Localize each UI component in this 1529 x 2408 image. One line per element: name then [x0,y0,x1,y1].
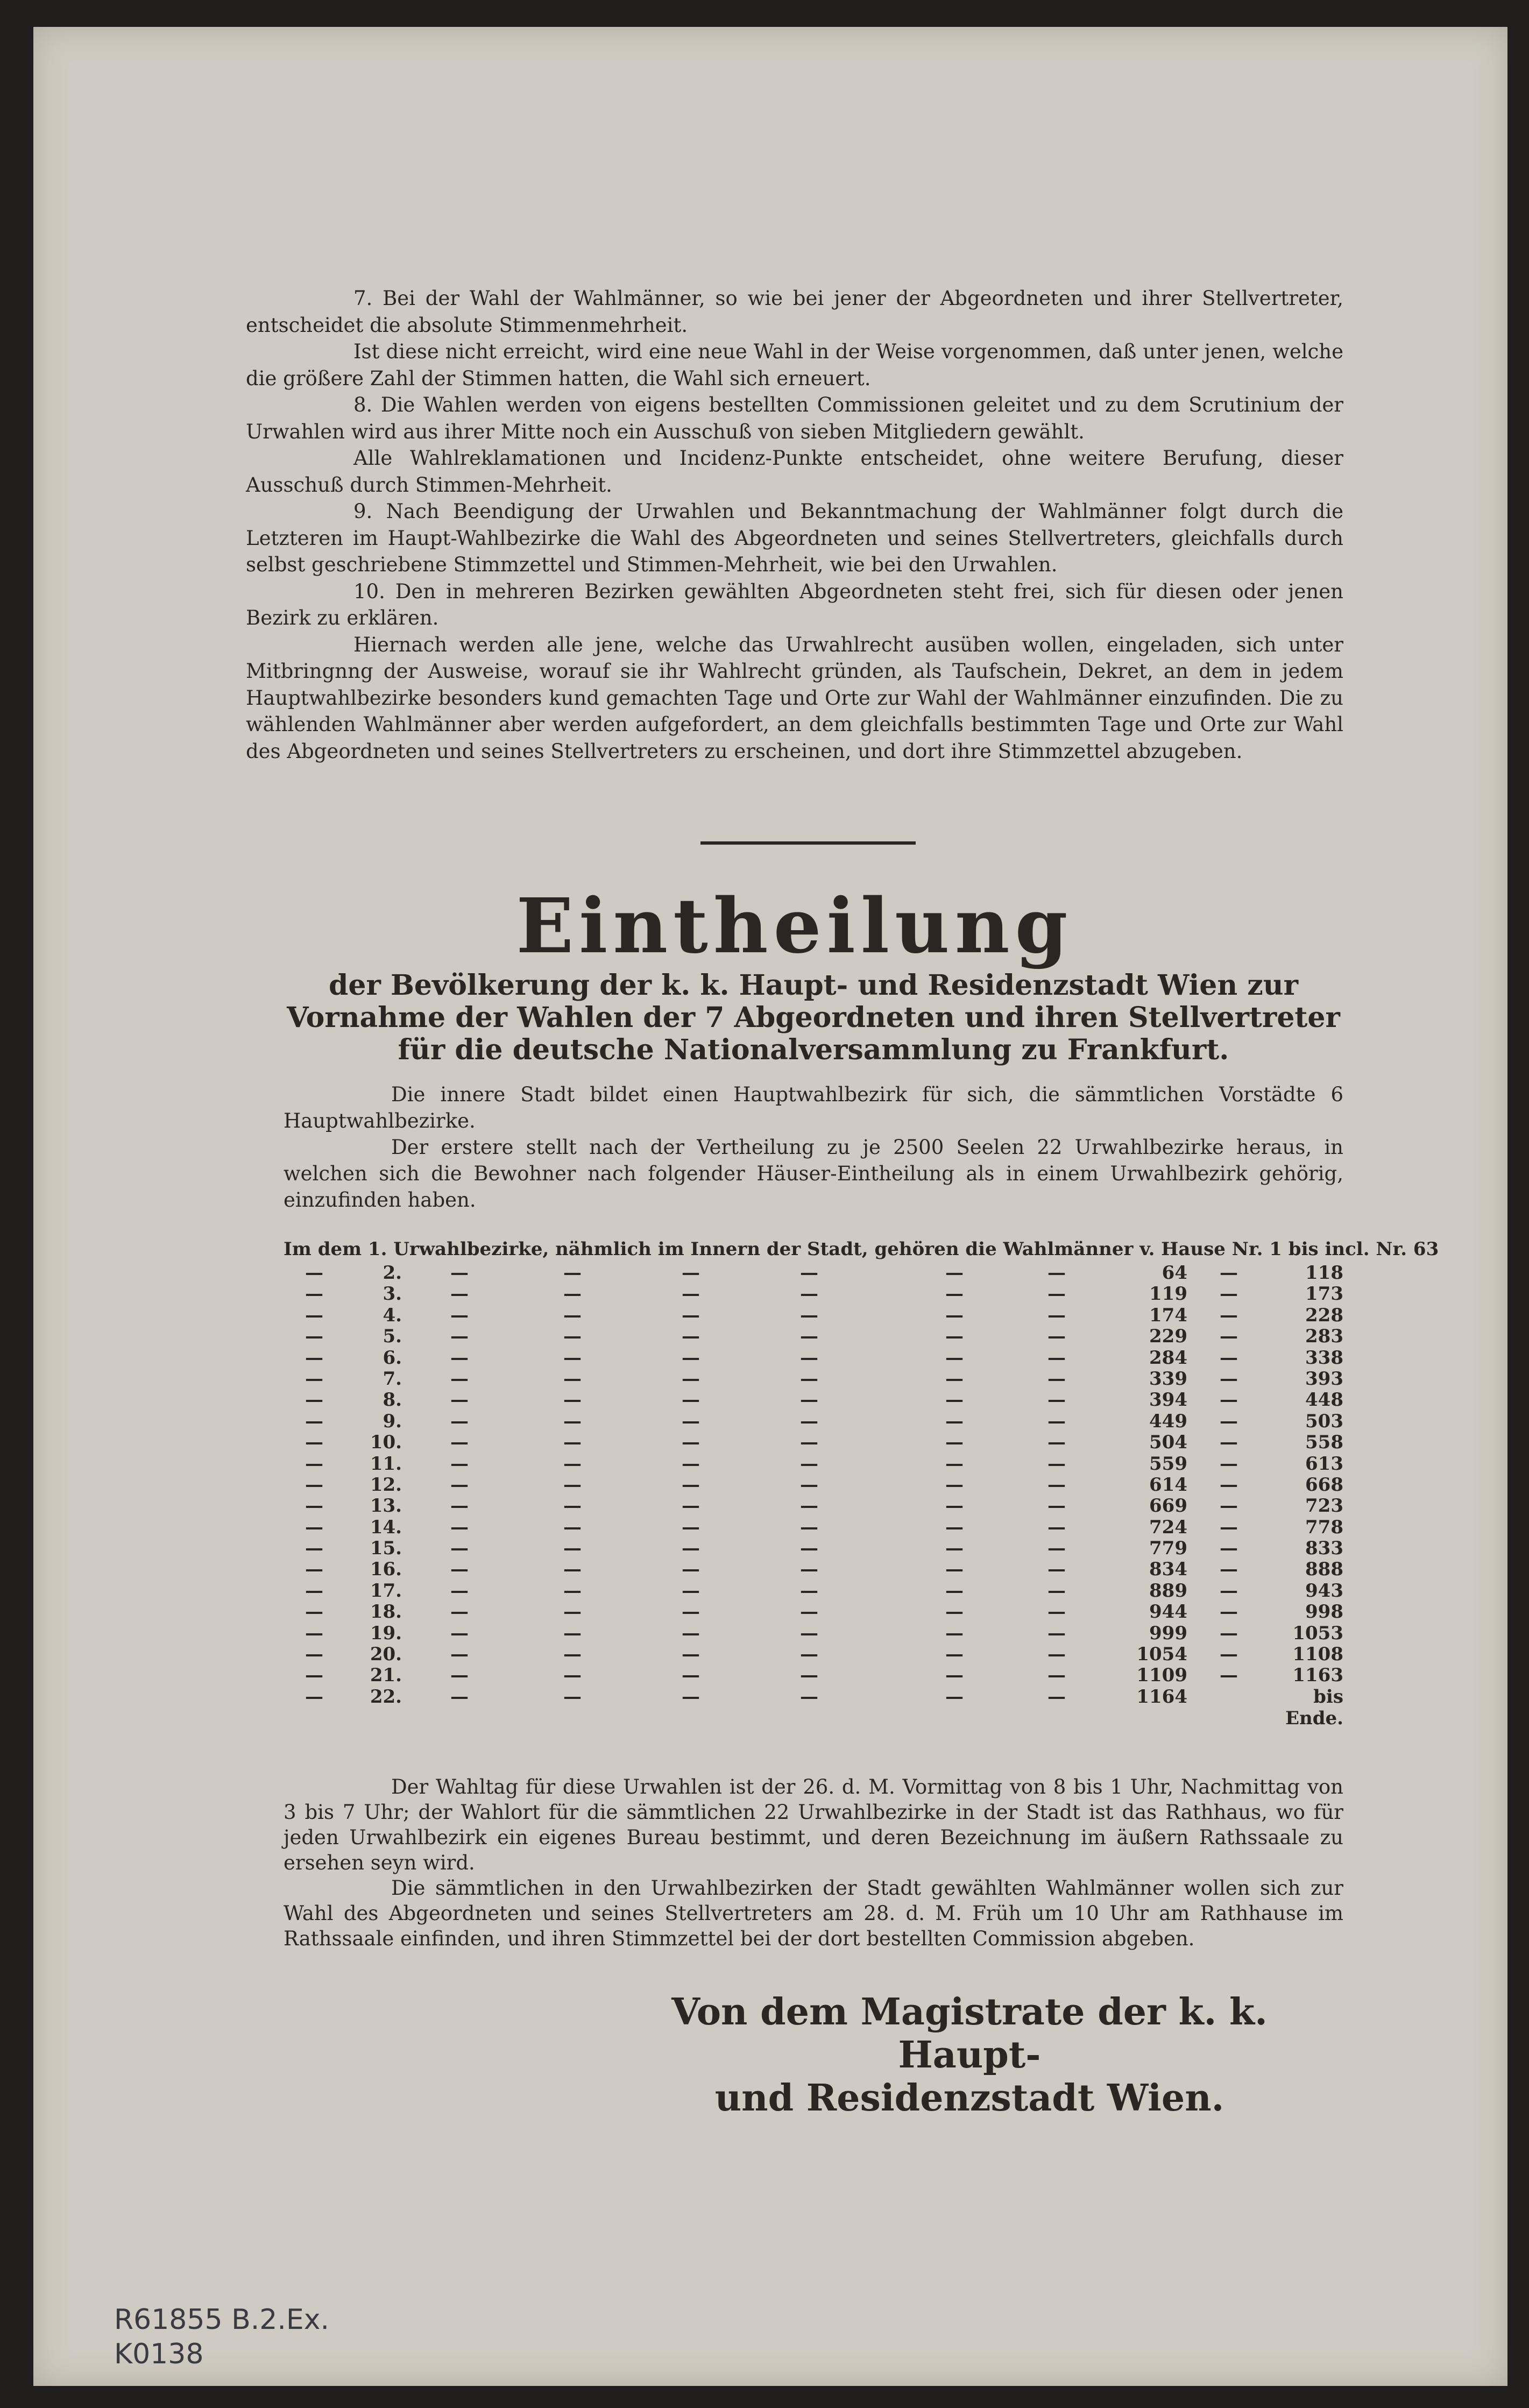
house-from: 284 [1149,1347,1187,1369]
dash-cell: — [682,1453,700,1475]
house-from: 119 [1149,1283,1187,1305]
dash-cell: — [305,1453,323,1475]
dash-cell: — [1220,1601,1238,1623]
dash-cell: — [682,1410,700,1432]
divider-rule [700,841,916,845]
house-to: 1163 [1292,1665,1343,1687]
dash-cell: — [305,1304,323,1326]
dash-cell: — [800,1304,818,1326]
house-to: 943 [1305,1580,1343,1602]
dash-cell: — [563,1389,582,1411]
dash-cell: — [305,1474,323,1496]
dash-cell: — [945,1644,964,1666]
dash-cell: — [800,1474,818,1496]
dash-cell: — [800,1559,818,1581]
dash-cell: — [450,1262,469,1284]
district-number: 9. [383,1410,402,1432]
table-row [284,1580,1343,1601]
dash-cell: — [563,1474,582,1496]
dash-cell: — [1220,1432,1238,1454]
house-from: 229 [1149,1326,1187,1348]
dash-cell: — [800,1389,818,1411]
dash-cell: — [305,1601,323,1623]
dash-cell: — [682,1644,700,1666]
district-number: 14. [370,1516,402,1538]
dash-cell: — [1220,1410,1238,1432]
dash-cell: — [1047,1495,1066,1517]
dash-cell: — [305,1665,323,1687]
dash-cell: — [945,1432,964,1454]
dash-cell: — [305,1368,323,1390]
district-number: 2. [383,1262,402,1284]
table-row [284,1644,1343,1665]
dash-cell: — [1220,1326,1238,1348]
dash-cell: — [1047,1580,1066,1602]
signature-line: Von dem Magistrate der k. k. Haupt- [671,1991,1268,2077]
dash-cell: — [563,1410,582,1432]
house-from: 614 [1149,1474,1187,1496]
house-from: 174 [1149,1304,1187,1326]
paragraph: Die sämmtlichen in den Urwahlbezirken der Stadt gewählten Wahlmänner wollen sich zur Wahl des Abgeordneten und seines Stellvertreters am 28. d. M. Früh um 10 Uhr am Rathhause im Rathssaale einfinden, und ihren Stimmzettel bei der dort bestellten Commission abgeben. [284,1876,1343,1950]
dash-cell: — [945,1516,964,1538]
table-row [284,1389,1343,1410]
handwritten-line: K0138 [114,2338,204,2370]
district-number: 10. [370,1432,402,1454]
table-row [284,1347,1343,1368]
house-from: 1164 [1136,1685,1187,1708]
dash-cell: — [450,1368,469,1390]
dash-cell: — [1047,1432,1066,1454]
dash-cell: — [800,1283,818,1305]
dash-cell: — [800,1644,818,1666]
dash-cell: — [945,1410,964,1432]
dash-cell: — [1047,1283,1066,1305]
dash-cell: — [682,1495,700,1517]
dash-cell: — [1220,1389,1238,1411]
house-to: 723 [1305,1495,1343,1517]
house-to: 173 [1305,1283,1343,1305]
dash-cell: — [563,1516,582,1538]
dash-cell: — [305,1516,323,1538]
paragraph: Ist diese nicht erreicht, wird eine neue Wahl in der Weise vorgenommen, daß unter jenen, welche die größere Zahl der Stimmen hatten, die Wahl sich erneuert. [246,340,1343,390]
dash-cell: — [1047,1262,1066,1284]
table-row [284,1262,1343,1283]
dash-cell: — [450,1665,469,1687]
dash-cell: — [563,1432,582,1454]
dash-cell: — [1047,1685,1066,1708]
table-row [284,1601,1343,1622]
dash-cell: — [450,1432,469,1454]
dash-cell: — [682,1326,700,1348]
dash-cell: — [1047,1644,1066,1666]
dash-cell: — [945,1474,964,1496]
dash-cell: — [682,1622,700,1644]
house-to: 558 [1305,1432,1343,1454]
dash-cell: — [1047,1326,1066,1348]
dash-cell: — [800,1262,818,1284]
district-number: 4. [383,1304,402,1326]
paragraph: Der erstere stellt nach der Vertheilung zu je 2500 Seelen 22 Urwahlbezirke heraus, in welchen sich die Bewohner nach folgender Häuser-Eintheilung als in einem Urwahlbezirk gehörig, einzufinden haben. [284,1136,1343,1212]
dash-cell: — [1047,1304,1066,1326]
dash-cell: — [1047,1453,1066,1475]
dash-cell: — [1220,1304,1238,1326]
district-number: 17. [370,1580,402,1602]
document-sheet [33,27,1507,2386]
table-row [284,1517,1343,1538]
dash-cell: — [1220,1559,1238,1581]
dash-cell: — [450,1495,469,1517]
dash-cell: — [682,1262,700,1284]
table-row [284,1495,1343,1516]
dash-cell: — [450,1326,469,1348]
dash-cell: — [945,1453,964,1475]
dash-cell: — [1047,1474,1066,1496]
dash-cell: — [945,1685,964,1708]
house-from: 394 [1149,1389,1187,1411]
table-row [284,1623,1343,1644]
dash-cell: — [800,1326,818,1348]
dash-cell: — [800,1453,818,1475]
dash-cell: — [305,1580,323,1602]
house-from: 559 [1149,1453,1187,1475]
body-text-top [246,285,1343,764]
handwritten-line: R61855 B.2.Ex. [114,2304,330,2336]
dash-cell: — [945,1495,964,1517]
table-row [284,1283,1343,1304]
dash-cell: — [450,1410,469,1432]
district-number: 8. [383,1389,402,1411]
dash-cell: — [1220,1368,1238,1390]
district-number: 12. [370,1474,402,1496]
dash-cell: — [305,1622,323,1644]
dash-cell: — [945,1622,964,1644]
district-number: 21. [370,1665,402,1687]
dash-cell: — [682,1516,700,1538]
house-to: 998 [1305,1601,1343,1623]
dash-cell: — [563,1559,582,1581]
dash-cell: — [945,1347,964,1369]
table-row [284,1326,1343,1347]
dash-cell: — [800,1622,818,1644]
dash-cell: — [450,1347,469,1369]
dash-cell: — [563,1304,582,1326]
house-to: 833 [1305,1538,1343,1560]
dash-cell: — [1220,1580,1238,1602]
dash-cell: — [1220,1262,1238,1284]
dash-cell: — [305,1262,323,1284]
district-table [284,1262,1343,1729]
signature [598,1991,1341,2120]
house-from: 504 [1149,1432,1187,1454]
dash-cell: — [450,1685,469,1708]
dash-cell: — [1220,1622,1238,1644]
house-from: 889 [1149,1580,1187,1602]
house-to: 503 [1305,1410,1343,1432]
dash-cell: — [563,1453,582,1475]
paragraph: Der Wahltag für diese Urwahlen ist der 26. d. M. Vormittag von 8 bis 1 Uhr, Nachmittag von 3 bis 7 Uhr; der Wahlort für die sämmtlichen 22 Urwahlbezirke in der Stadt ist das Rathhaus, wo für jeden Urwahlbezirk ein eigenes Bureau bestimmt, und deren Bezeichnung im äußern Rathssaale zu ersehen seyn wird. [284,1775,1343,1874]
dash-cell: — [945,1368,964,1390]
dash-cell: — [1047,1538,1066,1560]
dash-cell: — [305,1644,323,1666]
house-from: 339 [1149,1368,1187,1390]
dash-cell: — [682,1283,700,1305]
house-from: 1054 [1136,1644,1187,1666]
district-number: 15. [370,1538,402,1560]
dash-cell: — [450,1601,469,1623]
district-number: 5. [383,1326,402,1348]
district-number: 19. [370,1622,402,1644]
table-row [284,1368,1343,1389]
dash-cell: — [1220,1474,1238,1496]
dash-cell: — [682,1538,700,1560]
house-to: 448 [1305,1389,1343,1411]
dash-cell: — [800,1665,818,1687]
handwritten-note [114,2303,329,2371]
dash-cell: — [305,1559,323,1581]
dash-cell: — [800,1347,818,1369]
dash-cell: — [1220,1538,1238,1560]
dash-cell: — [682,1347,700,1369]
dash-cell: — [305,1410,323,1432]
dash-cell: — [450,1283,469,1305]
dash-cell: — [800,1538,818,1560]
dash-cell: — [800,1495,818,1517]
page-title: Eintheilung [516,882,1073,971]
dash-cell: — [682,1580,700,1602]
house-from: 449 [1149,1410,1187,1432]
dash-cell: — [1220,1644,1238,1666]
dash-cell: — [682,1474,700,1496]
dash-cell: — [450,1474,469,1496]
dash-cell: — [682,1685,700,1708]
dash-cell: — [563,1580,582,1602]
district-number: 13. [370,1495,402,1517]
dash-cell: — [800,1685,818,1708]
dash-cell: — [450,1580,469,1602]
dash-cell: — [682,1559,700,1581]
dash-cell: — [945,1283,964,1305]
house-to: 778 [1305,1516,1343,1538]
district-number: 16. [370,1559,402,1581]
dash-cell: — [305,1283,323,1305]
dash-cell: — [1047,1559,1066,1581]
dash-cell: — [305,1685,323,1708]
dash-cell: — [682,1304,700,1326]
district-number: 7. [383,1368,402,1390]
house-from: 779 [1149,1538,1187,1560]
house-to: 118 [1305,1262,1343,1284]
house-from: 834 [1149,1559,1187,1581]
house-to: 283 [1305,1326,1343,1348]
dash-cell: — [563,1685,582,1708]
table-row [284,1665,1343,1685]
dash-cell: — [945,1538,964,1560]
dash-cell: — [563,1326,582,1348]
dash-cell: — [563,1283,582,1305]
dash-cell: — [945,1304,964,1326]
dash-cell: — [682,1432,700,1454]
dash-cell: — [305,1495,323,1517]
dash-cell: — [800,1432,818,1454]
table-row [284,1411,1343,1432]
dash-cell: — [945,1262,964,1284]
dash-cell: — [305,1389,323,1411]
house-to: 1053 [1292,1622,1343,1644]
table-row [284,1474,1343,1495]
dash-cell: — [945,1389,964,1411]
house-to: 613 [1305,1453,1343,1475]
closing-text [284,1774,1343,1951]
table-row [284,1453,1343,1474]
dash-cell: — [305,1432,323,1454]
house-to: 228 [1305,1304,1343,1326]
dash-cell: — [1220,1347,1238,1369]
house-to: 888 [1305,1559,1343,1581]
dash-cell: — [450,1453,469,1475]
dash-cell: — [563,1347,582,1369]
house-to: 668 [1305,1474,1343,1496]
paragraph: Die innere Stadt bildet einen Hauptwahlbezirk für sich, die sämmtlichen Vorstädte 6 Hauptwahlbezirke. [284,1083,1343,1132]
table-row [284,1305,1343,1326]
dash-cell: — [305,1347,323,1369]
dash-cell: — [945,1665,964,1687]
table-row [284,1559,1343,1580]
house-from: 944 [1149,1601,1187,1623]
table-row [284,1432,1343,1453]
dash-cell: — [682,1665,700,1687]
dash-cell: — [1047,1410,1066,1432]
table-header: Im dem 1. Urwahlbezirke, nähmlich im Innern der Stadt, gehören die Wahlmänner v. Hause Nr. 1 bis incl. Nr. 63 [284,1238,1439,1260]
dash-cell: — [563,1538,582,1560]
paragraph: 7. Bei der Wahl der Wahlmänner, so wie bei jener der Abgeordneten und ihrer Stellvertreter, entscheidet die absolute Stimmenmehrheit. [246,287,1343,337]
dash-cell: — [1047,1622,1066,1644]
dash-cell: — [563,1665,582,1687]
signature-line: und Residenzstadt Wien. [714,2077,1224,2120]
dash-cell: — [945,1601,964,1623]
dash-cell: — [1220,1495,1238,1517]
dash-cell: — [1047,1368,1066,1390]
dash-cell: — [450,1389,469,1411]
house-to: 393 [1305,1368,1343,1390]
house-from: 1109 [1136,1665,1187,1687]
dash-cell: — [305,1326,323,1348]
dash-cell: — [1220,1453,1238,1475]
table-row [284,1685,1343,1729]
dash-cell: — [1047,1601,1066,1623]
dash-cell: — [1220,1665,1238,1687]
paragraph: Alle Wahlreklamationen und Incidenz-Punkte entscheidet, ohne weitere Berufung, dieser Ausschuß durch Stimmen-Mehrheit. [246,447,1343,497]
district-number: 20. [370,1644,402,1666]
house-from: 64 [1162,1262,1187,1284]
dash-cell: — [945,1326,964,1348]
house-to: bis Ende. [1285,1685,1343,1729]
district-number: 22. [370,1685,402,1708]
house-to: 1108 [1292,1644,1343,1666]
paragraph: 10. Den in mehreren Bezirken gewählten Abgeordneten steht frei, sich für diesen oder jenen Bezirk zu erklären. [246,579,1343,629]
dash-cell: — [682,1389,700,1411]
dash-cell: — [563,1644,582,1666]
dash-cell: — [563,1495,582,1517]
dash-cell: — [800,1601,818,1623]
dash-cell: — [800,1580,818,1602]
paragraph: 9. Nach Beendigung der Urwahlen und Bekanntmachung der Wahlmänner folgt durch die Letzteren im Haupt-Wahlbezirke die Wahl des Abgeordneten und seines Stellvertreters, gleichfalls durch selbst geschriebene Stimmzettel und Stimmen-Mehrheit, wie bei den Urwahlen. [246,500,1343,576]
dash-cell: — [1220,1283,1238,1305]
dash-cell: — [1047,1665,1066,1687]
dash-cell: — [563,1601,582,1623]
dash-cell: — [1220,1516,1238,1538]
house-from: 724 [1149,1516,1187,1538]
dash-cell: — [305,1538,323,1560]
dash-cell: — [945,1559,964,1581]
dash-cell: — [450,1516,469,1538]
dash-cell: — [800,1368,818,1390]
dash-cell: — [450,1304,469,1326]
district-number: 6. [383,1347,402,1369]
dash-cell: — [800,1410,818,1432]
district-number: 18. [370,1601,402,1623]
dash-cell: — [945,1580,964,1602]
house-to: 338 [1305,1347,1343,1369]
district-number: 11. [370,1453,402,1475]
paragraph: Hiernach werden alle jene, welche das Urwahlrecht ausüben wollen, eingeladen, sich unter Mitbringnng der Ausweise, worauf sie ihr Wahlrecht gründen, als Taufschein, Dekret, an dem in jedem Hauptwahlbezirke besonders kund gemachten Tage und Orte zur Wahl der Wahlmänner einzufinden. Die zu wählenden Wahlmänner aber werden aufgefordert, an dem gleichfalls bestimmten Tage und Orte zur Wahl des Abgeordneten und seines Stellvertreters zu erscheinen, und dort ihre Stimmzettel abzugeben. [246,633,1343,763]
intro-text [284,1081,1343,1213]
dash-cell: — [563,1368,582,1390]
dash-cell: — [450,1622,469,1644]
dash-cell: — [682,1368,700,1390]
page-subtitle: der Bevölkerung der k. k. Haupt- und Residenzstadt Wien zur Vornahme der Wahlen der 7 Abgeordneten und ihren Stellvertreter für die deutsche Nationalversammlung zu Frankfurt. [287,969,1340,1066]
dash-cell: — [1047,1389,1066,1411]
dash-cell: — [450,1644,469,1666]
table-row [284,1538,1343,1559]
dash-cell: — [563,1622,582,1644]
dash-cell: — [800,1516,818,1538]
dash-cell: — [682,1601,700,1623]
house-from: 669 [1149,1495,1187,1517]
dash-cell: — [1047,1347,1066,1369]
dash-cell: — [563,1262,582,1284]
dash-cell: — [450,1538,469,1560]
paragraph: 8. Die Wahlen werden von eigens bestellten Commissionen geleitet und zu dem Scrutinium der Urwahlen wird aus ihrer Mitte noch ein Ausschuß von sieben Mitgliedern gewählt. [246,393,1343,443]
house-from: 999 [1149,1622,1187,1644]
dash-cell: — [450,1559,469,1581]
dash-cell: — [1047,1516,1066,1538]
district-number: 3. [383,1283,402,1305]
